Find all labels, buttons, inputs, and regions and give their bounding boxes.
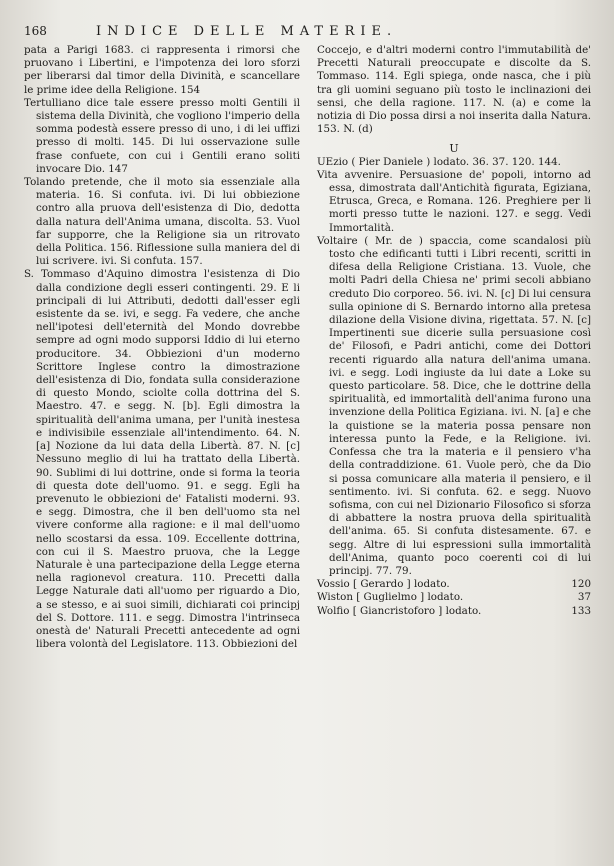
entry-page: 120 xyxy=(571,578,591,591)
page-header xyxy=(24,24,590,42)
index-entry-wolfio xyxy=(317,605,591,618)
section-letter: U xyxy=(449,142,459,156)
index-entry-continuation: Coccejo, e d'altri moderni contro l'immutabilità de' Precetti Naturali preoccupate e discolte da S. Tommaso. 114. Egli spiega, onde nasca, che i più tra gli uomini seguano più tosto le inclinazioni dei sensi, che della ragione. 117. N. (a) e come la notizia di Dio possa dirsi a noi inserita dalla Natura. 153. N. (d) xyxy=(317,44,591,136)
right-column xyxy=(317,44,591,618)
index-entry-tolando: Tolando pretende, che il moto sia essenziale alla materia. 16. Si confuta. ivi. Di lui obbiezione contro alla pruova dell'esistenza di Dio, dedotta dalla natura dell'Anima umana, discolta. 53. Vuol far supporre, che la Religione sia un ritrovato della Politica. 156. Riflessione sulla maniera del di lui scrivere. ivi. Si confuta. 157. xyxy=(24,176,300,268)
index-entry-vita: Vita avvenire. Persuasione de' popoli, intorno ad essa, dimostrata dall'Antichità figurata, Egiziana, Etrusca, Greca, e Romana. 126. Preghiere per li morti presso tutte le nazioni. 127. e segg. Vedi Immortalità. xyxy=(317,168,591,234)
entry-page: 37 xyxy=(577,591,591,604)
index-entry-uezio: UEzio ( Pier Daniele ) lodato. 36. 37. 120. 144. xyxy=(317,155,561,168)
index-entry-tertulliano: Tertulliano dice tale essere presso molti Gentili il sistema della Divinità, che vogliono l'imperio della somma podestà essere presso di uno, i di lei uffizi presso di molti. 145. Di lui osservazione sulle frase confuete, con cui i Gentili erano soliti invocare Dio. 147 xyxy=(24,96,300,175)
index-entry-wiston xyxy=(317,591,591,604)
entry-name: Wiston [ Guglielmo ] lodato. xyxy=(317,591,464,604)
index-entry-voltaire: Voltaire ( Mr. de ) spaccia, come scandalosi più tosto che edificanti tutti i Libri recenti, scritti in difesa della Religione Cristiana. 13. Vuole, che molti Padri della Chiesa ne' primi secoli abbiano creduto Dio corporeo. 56. ivi. N. [c] Di lui censura sulla opinione di S. Bernardo intorno alla pretesa dilazione della Visione divina, rigettata. 57. N. [c] Impertinenti sue dicerie sulla persuasione così de' Filosofi, e Padri antichi, come dei Dottori recenti riguardo alla natura dell'anima umana. ivi. e segg. Lodi ingiuste da lui date a Loke su questo particolare. 58. Dice, che le dottrine della spiritualità, ed immortalità dell'anima furono una invenzione della Politica Egiziana. ivi. N. [a] e che la quistione se la materia possa pensare non interessa punto la Fede, e la Religione. ivi. Confessa che tra la materia e il pensiero v'ha della contraddizione. 61. Vuole però, che da Dio si possa comunicare alla materia il pensiero, e il sentimento. ivi. Si confuta. 62. e segg. Nuovo sofisma, con cui nel Dizionario Filosofico si sforza di abbattere la nostra pruova della spiritualità dell'anima. 65. Si confuta distesamente. 67. e segg. Altre di lui espressioni sulla immortalità dell'Anima, quanto poco coerenti coi di lui principj. 77. 79. xyxy=(317,234,591,577)
left-column xyxy=(24,44,300,651)
index-entry-vossio xyxy=(317,578,591,591)
running-title: INDICE DELLE MATERIE. xyxy=(96,24,398,39)
index-entry-tommaso: S. Tommaso d'Aquino dimostra l'esistenza di Dio dalla condizione degli esseri contingenti. 29. E li principali di lui Attributi, dedotti dall'esser egli esistente da se. ivi, e segg. Fa vedere, che anche nell'ipotesi dell'eternità del Mondo dovrebbe sempre ad ogni modo supporsi Iddio di lui eterno producitore. 34. Obbiezioni d'un moderno Scrittore Inglese contro la dimostrazione dell'esistenza di Dio, fondata sulla considerazione di questo Mondo, sciolte colla dottrina del S. Maestro. 47. e segg. N. [b]. Egli dimostra la spiritualità dell'anima umana, per l'unità inestesa e indivisibile essenziale all'intendimento. 64. N. [a] Nozione da lui data della Libertà. 87. N. [c] Nessuno meglio di lui ha trattato della Libertà. 90. Sublimi di lui dottrine, onde si forma la teoria di questa dote dell'uomo. 91. e segg. Egli ha prevenuto le obbiezioni de' Fatalisti moderni. 93. e segg. Dimostra, che il ben dell'uomo sta nel vivere conforme alla ragione: e il mal dell'uomo nello scostarsi da essa. 109. Eccellente dottrina, con cui il S. Maestro pruova, che la Legge Naturale è una partecipazione della Legge eterna nella ragionevol creatura. 110. Precetti dalla Legge Naturale dati all'uomo per riguardo a Dio, a se stesso, e ai suoi simili, dichiarati coi principj del S. Dottore. 111. e segg. Dimostra l'intrinseca onestà de' Naturali Precetti antecedente ad ogni libera volontà del Legislatore. 113. Obbiezioni del xyxy=(24,268,300,651)
page-number: 168 xyxy=(24,24,47,38)
entry-name: Wolfio [ Giancristoforo ] lodato. xyxy=(317,604,482,617)
entry-name: Vossio [ Gerardo ] lodato. xyxy=(317,578,450,591)
index-entry-pata: pata a Parigi 1683. ci rappresenta i rimorsi che pruovano i Libertini, e l'impotenza dei loro sforzi per liberarsi dal timor della Divinità, e scancellare le prime idee della Religione. 154 xyxy=(24,44,300,96)
entry-page: 133 xyxy=(571,604,591,617)
